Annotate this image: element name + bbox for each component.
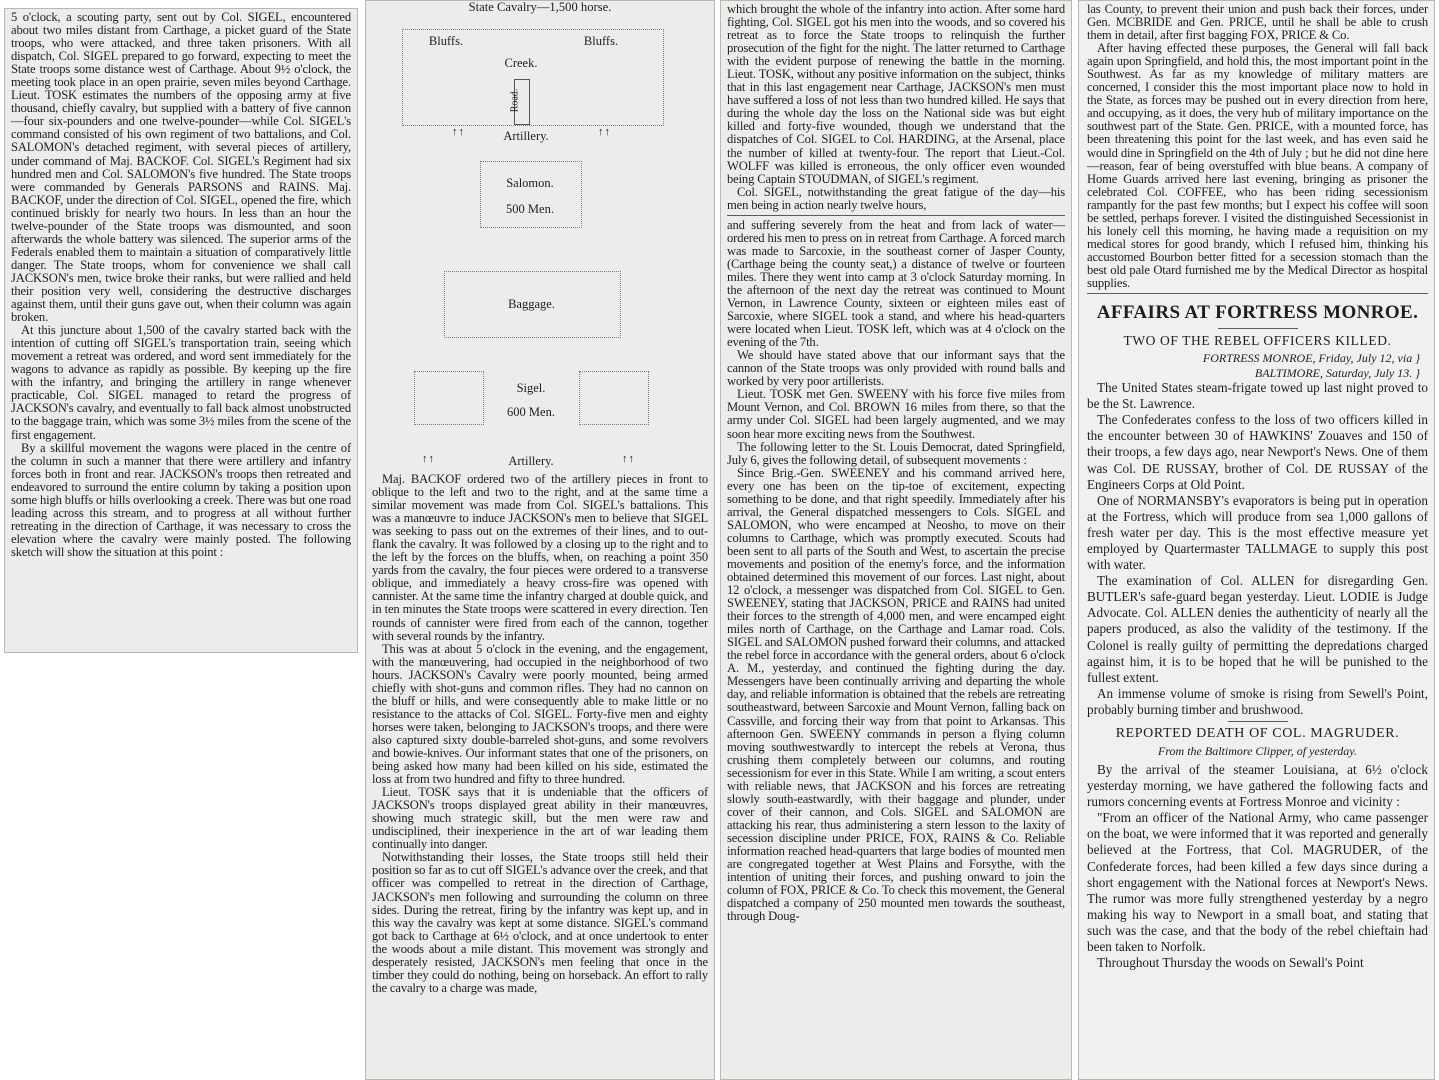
- arrow-marks-left: ↑↑: [452, 126, 465, 138]
- paragraph: At this juncture about 1,500 of the cavalry started back with the intention of cutting off SIGEL's transportation train, seeing which movement a retreat was ordered, and word sent immediately for the wagons to advance as rapidly as possible. By keeping up the fire with the infantry, and bringing the artillery in range whenever practicable, Col. SIGEL managed to retard the progress of JACKSON's cavalry, and eventually to fall back almost unobstructed to the baggage train, which was some 3½ miles from the scene of the first engagement.: [11, 323, 351, 442]
- paragraph: An immense volume of smoke is rising from Sewell's Point, probably burning timber and brushwood.: [1087, 685, 1428, 717]
- paragraph: Lieut. TOSK says that it is undeniable that the officers of JACKSON's troops displayed great ability in their manœuvres, showing much strategic skill, but the men were raw and undisciplined, their inexperience in the art of war leading them continually into danger.: [372, 785, 708, 852]
- headline-magruder: REPORTED DEATH OF COL. MAGRUDER.: [1115, 726, 1400, 741]
- column-3-clipping: [720, 0, 1072, 1080]
- paragraph: By a skillful movement the wagons were placed in the centre of the column in such a manner that there were artillery and infantry forces both in front and rear. JACKSON's troops then retreated and endeavored to surround the entire column by taking a position upon some high bluffs or hills overlooking a creek. There was but one road leading across this stream, and to progress at all without further retreating in the direction of Carthage, it was necessary to cross the elevation where the cavalry were mainly posted. The following sketch will show the situation at this point :: [11, 440, 351, 559]
- paragraph: "From an officer of the National Army, who came passenger on the boat, we were informed that it was reported and generally believed at the Fortress, that Col. MAGRUDER, of the Confederate forces, had been killed a few days since during a short engagement with the National forces at Newport's News. The rumor was more fully strengthened yesterday by a negro making his way to Newport in a small boat, and stating that such was the case, and that the body of the rebel chieftain had been taken to Norfolk.: [1087, 810, 1428, 955]
- paragraph: The Confederates confess to the loss of two officers killed in the encounter between 30 of HAWKINS' Zouaves and 150 of their troops, a few days ago, near Newport's News. One of them was Col. DE RUSSAY, brother of Col. DE RUSSAY of the Engineers Corps at Old Point.: [1087, 412, 1428, 492]
- salomon-position-box: [480, 161, 582, 228]
- paragraph: Lieut. TOSK met Gen. SWEENY with his force five miles from Mount Vernon, and Col. BROWN 16 miles from there, so that the army under Col. SIGEL had been largely augmented, and we may soon hear more exciting news from the Southwest.: [727, 387, 1065, 441]
- paragraph: Throughout Thursday the woods on Sewall's Point: [1097, 955, 1364, 971]
- paragraph: Notwithstanding their losses, the State troops still held their position so far as to cut off SIGEL's advance over the creek, and that officer was compelled to retreat in the direction of Carthage, JACKSON's men following and surrounding the column on three sides. During the retreat, firing by the infantry was kept up, and in this way the cavalry was kept at some distance. SIGEL's command got back to Carthage at 6½ o'clock, and at once undertook to enter the woods about a mile distant. This movement was strongly and desperately resisted, JACKSON's men feeling that once in the timber they could do nothing, being on horseback. An effort to rally the cavalry to a charge was made,: [372, 850, 708, 995]
- creek-label: Creek.: [504, 56, 538, 70]
- section-divider: [1087, 293, 1428, 294]
- bluffs-left-label: Bluffs.: [428, 34, 464, 48]
- dateline-1: FORTRESS MONROE, Friday, July 12, via }: [1202, 351, 1420, 366]
- sigel-label: Sigel.: [516, 381, 546, 395]
- paragraph: One of NORMANSBY's evaporators is being put in operation at the Fortress, which will produce from sea 1,000 gallons of fresh water per day. This is the most effective measure yet employed by Quartermaster TALLMAGE to supply this post with water.: [1087, 492, 1428, 573]
- artillery-bottom-label: Artillery.: [508, 454, 554, 468]
- paragraph: After having effected these purposes, the General will fall back again upon Springfield, and hold this, the most important point in the Southwest. As far as my knowledge of military matters are concerned, I consider this the most important place now to hold in the State, as forces may be pushed out in every direction from here, and occupying, as it does, the very hub of military importance on the southwest part of the State. Gen. PRICE, with a mounted force, has been threatening this point for the last week, and has even said he would dine in Springfield on the 4th of July ; but he did not dine here—reason, fear of being overstuffed with blue beans. A company of Home Guards arrived here last evening, bringing as prisoner the celebrated Col. COFFEE, who has been riding secessionism rampantly for the past few months; but I expect his coffee will soon be settled, perhaps forever. I visited the distinguished Secessionist in his lonely cell this morning, he having made a requisition on my medical stores for good brandy, which I refused him, thinking his accustomed Bourbon better fitted for a secession stomach than the best old pale Otard furnished me by the Medical Director as hospital supplies.: [1087, 41, 1428, 290]
- column-1-clipping: [4, 8, 358, 653]
- column-2-text: [366, 473, 714, 995]
- paragraph: By the arrival of the steamer Louisiana, at 6½ o'clock yesterday morning, we have gathered the following facts and rumors concerning events at Fortress Monroe and vicinity :: [1087, 762, 1428, 810]
- arrow-marks-bottom-right: ↑↑: [622, 453, 635, 465]
- sigel-right-wing-box: [579, 371, 649, 425]
- paragraph: Since Brig.-Gen. SWEENEY and his command arrived here, every one has been on the tip-toe of excitement, expecting something to be done, and that right speedily. Immediately after his arrival, the General dispatched messengers to Cols. SIGEL and SALOMON, who were encamped at Neosho, to move on their columns to Carthage, which was promptly executed. Scouts had been sent to all parts of the South and West, to ascertain the precise movements and position of the enemy's force, and the information obtained determined this movement of our forces. Last night, about 12 o'clock, a messenger was dispatched from Col. SIGEL to Gen. SWEENEY, stating that JACKSON, PRICE and RAINS had united their forces to the strength of 4,000 men, and were encamped eight miles north of Carthage, on the Carthage and Lamar road. Cols. SIGEL and SALOMON pushed forward their columns, and attacked the rebel force in accordance with the general orders, about 6 o'clock A. M., yesterday, and continued the fighting during the day. Messengers have been continually arriving and departing the whole day, and reliable information is obtained that the rebels are retreating southeastward, between Sarcoxie and Mount Vernon, falling back on Cassville, and forcing their way from that point to Arkansas. This afternoon Gen. SWEENY commands in person a flying column moving southwestwardly to intercept the rebels at Verona, thus crushing them completely between our columns, and routing secessionism for ever in this State. While I am writing, a scout enters with reliable news, that JACKSON and his forces are retreating slowly south-eastwardly, with their baggage and plunder, under cover of their cannon, and Cols. SIGEL and SALOMON are attacking his rear, thus administering a stern lesson to the laxity of secession discipline under PRICE, FOX, RAINS & Co. Reliable information reached head-quarters that large bodies of mounted men are congregated together at West Plains and Forsythe, with the intention of uniting their forces, and pushing onward to join the column of FOX, PRICE & Co. To check this movement, the General dispatched a company of 250 mounted men towards the southeast, through Doug-: [727, 465, 1065, 924]
- paragraph: which brought the whole of the infantry into action. After some hard fighting, Col. SIGEL got his men into the woods, and so covered his retreat as to force the State troops to relinquish the further prosecution of the fight for the night. The latter returned to Carthage with the evident purpose of renewing the battle in the morning. Lieut. TOSK, without any positive information on the subject, thinks that in this last engagement near Carthage, JACKSON's men must have suffered a loss of not less than two hundred killed. He says that during the whole day the loss on the National side was but eight killed and forty-five wounded, though we understand that the dispatches of Col. SIGEL to Col. HARDING, at the Arsenal, place the number of killed at twenty-four. The report that Lieut.-Col. WOLFF was killed is erroneous, the only officer even wounded being Captain STOUDMAN, of SIGEL's regiment.: [727, 2, 1065, 186]
- battle-sketch-diagram: [366, 1, 714, 473]
- paragraph: The following letter to the St. Louis Democrat, dated Springfield, July 6, gives the following detail, of subsequent movements :: [727, 439, 1065, 467]
- road-label: Road.: [509, 88, 521, 113]
- road-marker: [509, 79, 530, 125]
- section-divider: [1228, 721, 1288, 722]
- arrow-marks-bottom-left: ↑↑: [422, 453, 435, 465]
- artillery-top-label: Artillery.: [503, 129, 549, 143]
- paragraph: and suffering severely from the heat and from lack of water—ordered his men to press on in retreat from Carthage. A forced march was made to Sarcoxie, in the southeast corner of Jasper County, (Carthage being the county seat,) a distance of twelve or fourteen miles. There they went into camp at 3 o'clock Saturday morning. In the afternoon of the next day the retreat was continued to Mount Vernon, in Lawrence County, sixteen or eighteen miles east of Sarcoxie, where SIGEL took a stand, and where his head-quarters were located when Lieut. TOSK left, which was at 4 o'clock on the evening of the 7th.: [727, 217, 1065, 350]
- paragraph: Col. SIGEL, notwithstanding the great fatigue of the day—his men being in action nearly twelve hours,: [727, 184, 1065, 212]
- salomon-label: Salomon.: [506, 176, 554, 190]
- paragraph: The United States steam-frigate towed up last night proved to be the St. Lawrence.: [1087, 380, 1428, 412]
- sigel-men-label: 600 Men.: [507, 405, 555, 419]
- subheadline-rebel-officers: TWO OF THE REBEL OFFICERS KILLED.: [1123, 333, 1392, 349]
- arrow-marks-right: ↑↑: [598, 126, 611, 138]
- column-2-clipping: [365, 0, 715, 1080]
- dateline-2: BALTIMORE, Saturday, July 13. }: [1254, 366, 1420, 381]
- column-divider: [727, 215, 1065, 216]
- paragraph: Maj. BACKOF ordered two of the artillery pieces in front to oblique to the left and two to the right, and at the same time a similar movement was made from Col. SIGEL's battalions. This was a manœuvre to induce JACKSON's men to believe that SIGEL was seeking to pass out on the extremes of their lines, and to out-flank the cavalry. It was followed by a closing up to the right and to the left by the forces on the bluffs, when, on reaching a point 350 yards from the cavalry, the four pieces were ordered to a transverse oblique, and immediately a heavy cross-fire was opened with cannister. At the same time the infantry charged at double quick, and in ten minutes the State troops were scattered in every direction. Ten rounds of cannister were fired from each of the cannon, together with several rounds by the infantry.: [372, 472, 708, 643]
- section-divider: [1218, 328, 1298, 329]
- column-4-clipping: [1078, 0, 1435, 1080]
- baggage-label: Baggage.: [508, 297, 555, 311]
- paragraph: We should have stated above that our informant says that the cannon of the State troops was only provided with round balls and worked by very poor artillerists.: [727, 348, 1065, 389]
- paragraph: 5 o'clock, a scouting party, sent out by Col. SIGEL, encountered about two miles distant from Carthage, a picket guard of the State troops, who were attacked, and three taken prisoners. With all dispatch, Col. SIGEL prepared to go forward, expecting to meet the State troops some distance west of Carthage. About 9½ o'clock, the meeting took place in an open prairie, seven miles beyond Carthage. Lieut. TOSK estimates the numbers of the opposing army at five thousand, chiefly cavalry, but supplied with a battery of five cannon—four six-pounders and one twelve-pounder—while Col. SIGEL's command consisted of his own regiment of two battalions, and Col. SALOMON's detached regiment, with several pieces of artillery, under command of Maj. BACKOF. Col. SIGEL's Regiment had six hundred men and Col. SALOMON's five hundred. The State troops were commanded by Generals PARSONS and RAINS. Maj. BACKOF, under the direction of Col. SIGEL, opened the fire, which continued briskly for nearly two hours. In less than an hour the twelve-pounder of the State troops was dismounted, and soon afterwards the whole battery was silenced. The superior arms of the Federals enabled them to maintain a situation of comparatively little danger. The State troops, whom for convenience we shall call JACKSON's men, twice broke their ranks, but were rallied and held their position very well, considering the destructive discharges against them, until their guns gave out, when their column was again broken.: [11, 10, 351, 325]
- column-4-text: [1079, 1, 1434, 971]
- sigel-left-wing-box: [414, 371, 484, 425]
- headline-fortress-monroe: AFFAIRS AT FORTRESS MONROE.: [1096, 302, 1419, 324]
- bluffs-right-label: Bluffs.: [583, 34, 619, 48]
- paragraph: This was at about 5 o'clock in the evening, and the engagement, with the manœuvering, had occupied in the neighborhood of two hours. JACKSON's Cavalry were poorly mounted, being armed chiefly with shot-guns and common rifles. They had no cannon on the bluff or hills, and were consequently able to make little or no resistance to the attacks of Col. SIGEL. Forty-five men and eighty horses were taken, belonging to JACKSON's troops, and there were also captured sixty double-barreled shot-guns, and some revolvers and bowie-knives. Our informant states that one of the prisoners, on being asked how many had been killed on his side, estimated the loss at from two hundred and fifty to three hundred.: [372, 641, 708, 787]
- source-credit: From the Baltimore Clipper, of yesterday.: [1158, 744, 1357, 758]
- column-3-text: [721, 1, 1071, 923]
- paragraph: las County, to prevent their union and push back their forces, under Gen. MCBRIDE and Gen. PRICE, until he shall be able to crush them in detail, after first bagging FOX, PRICE & Co.: [1087, 2, 1428, 43]
- sketch-title: State Cavalry—1,500 horse.: [468, 0, 612, 14]
- column-1-text: [5, 9, 357, 559]
- salomon-men-label: 500 Men.: [506, 202, 554, 216]
- paragraph: The examination of Col. ALLEN for disregarding Gen. BUTLER's safe-guard began yesterday. Lieut. LODIE is Judge Advocate. Col. ALLEN denies the authenticity of nearly all the papers produced, as also the validity of the testimony. If the Colonel is really guilty of permitting the depredations charged against him, it is to be hoped that he will be punished to the fullest extent.: [1087, 573, 1428, 685]
